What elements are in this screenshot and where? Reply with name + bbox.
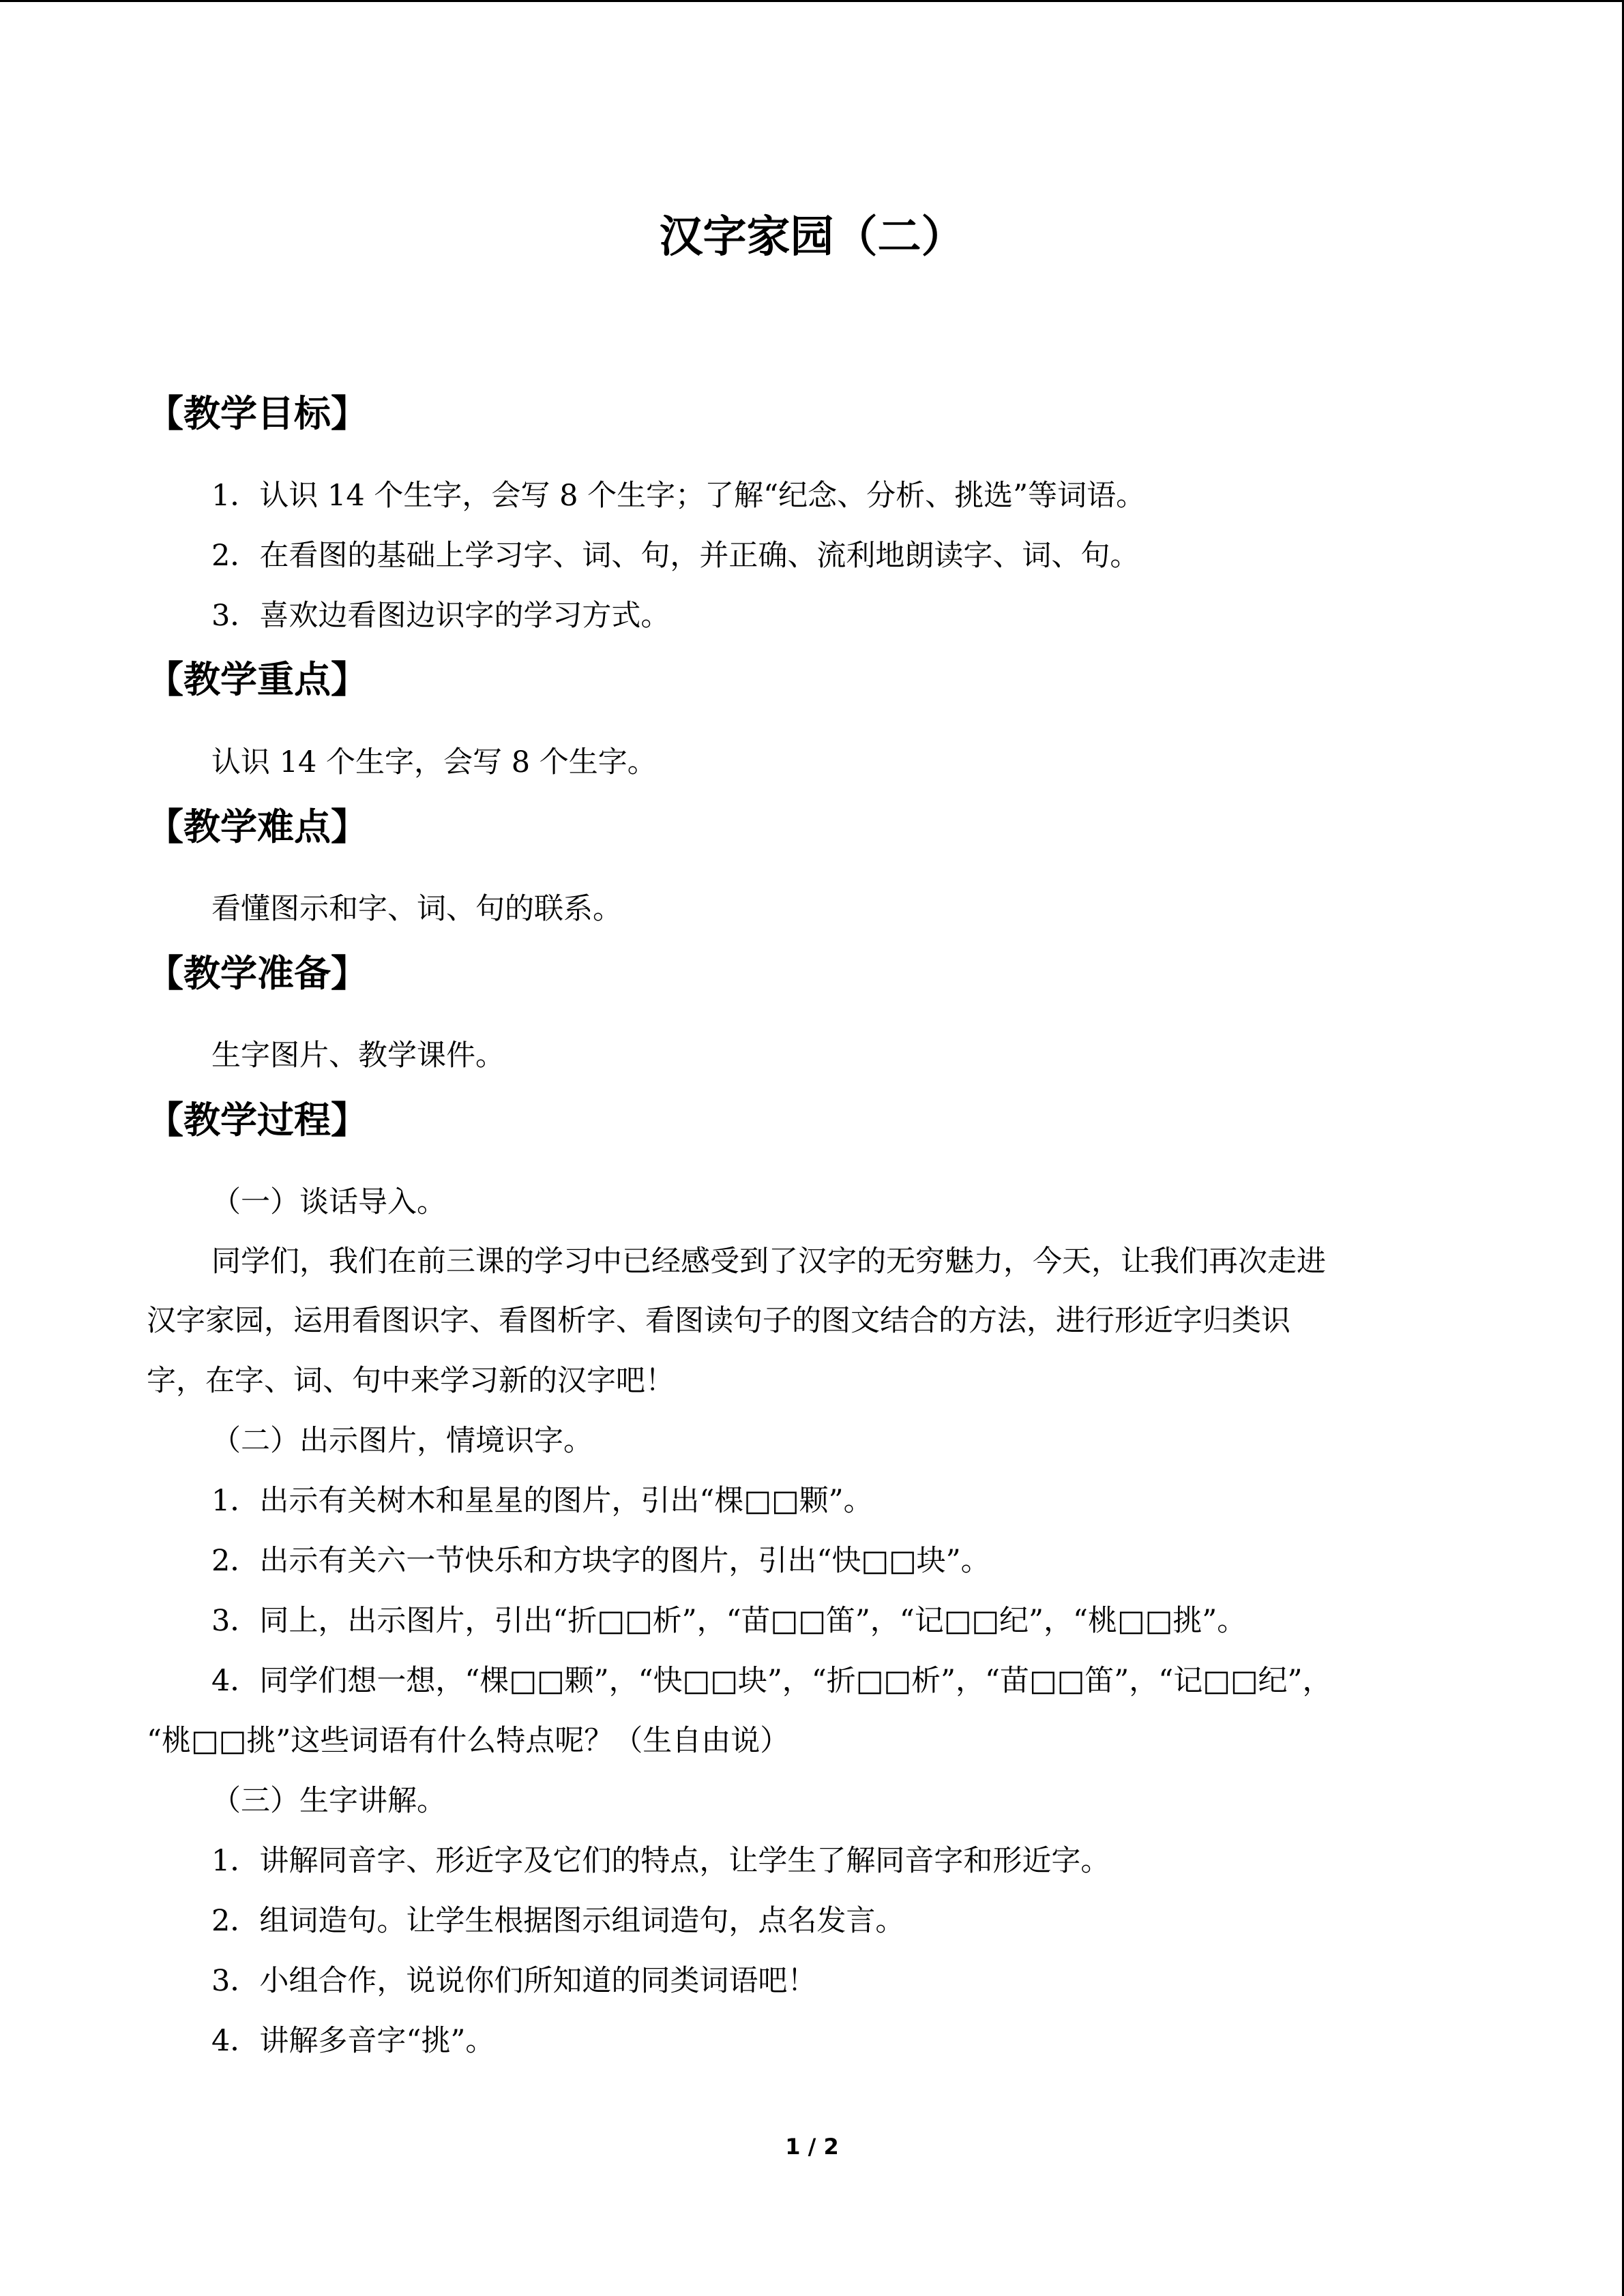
process-part1-title: （一）谈话导入。	[211, 1185, 446, 1219]
process-part2-item-3: 3．同上，出示图片，引出“折□□析”，“苗□□笛”，“记□□纪”，“桃□□挑”。	[211, 1604, 1247, 1638]
process-part2-title: （二）出示图片，情境识字。	[211, 1424, 593, 1458]
process-part3-item-4: 4．讲解多音字“挑”。	[211, 2024, 495, 2058]
objective-item-2: 2．在看图的基础上学习字、词、句，并正确、流利地朗读字、词、句。	[211, 539, 1140, 573]
process-part1-paragraph-line-1: 同学们，我们在前三课的学习中已经感受到了汉字的无穷魅力，今天，让我们再次走进	[211, 1244, 1326, 1279]
process-part3-title: （三）生字讲解。	[211, 1784, 446, 1818]
process-part1-paragraph-line-3: 字，在字、词、句中来学习新的汉字吧！	[147, 1364, 675, 1398]
difficulties-heading: 【教学难点】	[147, 805, 368, 848]
document-title: 汉字家园（二）	[659, 212, 965, 263]
process-part2-item-2: 2．出示有关六一节快乐和方块字的图片，引出“快□□块”。	[211, 1544, 990, 1578]
preparation-heading: 【教学准备】	[147, 952, 368, 995]
process-part1-paragraph-line-2: 汉字家园，运用看图识字、看图析字、看图读句子的图文结合的方法，进行形近字归类识	[147, 1304, 1290, 1338]
page-border-top	[0, 0, 1624, 2]
key-points-text: 认识 14 个生字，会写 8 个生字。	[211, 745, 657, 779]
process-part3-item-3: 3．小组合作，说说你们所知道的同类词语吧！	[211, 1964, 817, 1998]
process-part2-item-4-line-2: “桃□□挑”这些词语有什么特点呢？（生自由说）	[147, 1724, 790, 1758]
process-part2-item-4-line-1: 4．同学们想一想，“棵□□颗”，“快□□块”，“折□□析”，“苗□□笛”，“记□□纪”，	[211, 1664, 1332, 1698]
process-heading: 【教学过程】	[147, 1099, 368, 1142]
process-part3-item-1: 1．讲解同音字、形近字及它们的特点，让学生了解同音字和形近字。	[211, 1844, 1110, 1878]
objectives-heading: 【教学目标】	[147, 392, 368, 435]
process-part3-item-2: 2．组词造句。让学生根据图示组词造句，点名发言。	[211, 1904, 905, 1938]
difficulties-text: 看懂图示和字、词、句的联系。	[211, 892, 622, 926]
page-number: 1 / 2	[785, 2134, 839, 2160]
preparation-text: 生字图片、教学课件。	[211, 1039, 505, 1073]
key-points-heading: 【教学重点】	[147, 658, 368, 701]
objective-item-3: 3．喜欢边看图边识字的学习方式。	[211, 599, 670, 633]
process-part2-item-1: 1．出示有关树木和星星的图片，引出“棵□□颗”。	[211, 1484, 873, 1518]
objective-item-1: 1．认识 14 个生字，会写 8 个生字；了解“纪念、分析、挑选”等词语。	[211, 479, 1146, 513]
